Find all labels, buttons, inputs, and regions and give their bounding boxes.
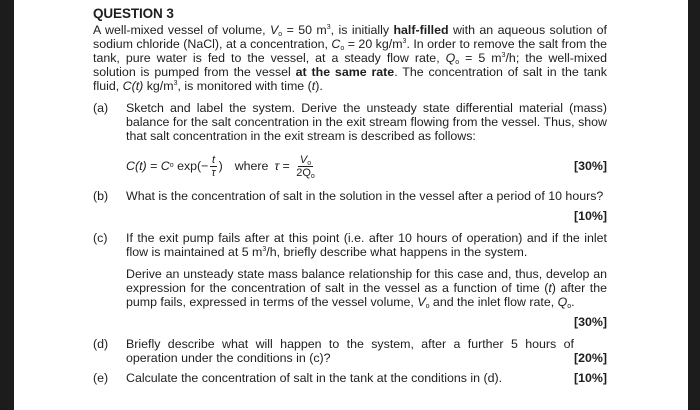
fraction-denominator: τ (211, 166, 216, 179)
formula-lhs: C(t) (126, 159, 147, 173)
mark-d: [20%] (573, 351, 607, 365)
part-label: (c) (93, 231, 108, 245)
symbol-ct: C(t) (122, 79, 144, 93)
fraction-v-over-2q (294, 154, 317, 179)
intro-text: ). (315, 79, 323, 93)
part-d (93, 337, 607, 365)
symbol-v0: V (270, 23, 279, 37)
intro-text: , is monitored with time ( (177, 79, 312, 93)
intro-text: . In order to remove the salt from the tank, pure water is fed to the vessel, at a steady flow rate, (93, 37, 607, 65)
fraction-numerator: t (211, 153, 216, 166)
emphasis-same-rate: at the same rate (295, 65, 395, 79)
formula-where: where (234, 159, 269, 173)
intro-text: = 5 m (459, 51, 502, 65)
intro-text: = 20 kg/m (344, 37, 403, 51)
part-a (93, 101, 607, 189)
symbol-q0: Q (557, 295, 568, 309)
part-label: (b) (93, 189, 109, 203)
symbol-t: t (548, 281, 552, 295)
part-text (126, 231, 607, 259)
text: . (571, 295, 575, 309)
symbol-q0: Q (445, 51, 456, 65)
formula-tau: τ (274, 159, 280, 173)
part-text-derive (126, 267, 607, 309)
intro-text: /h; the well-mixed solution is pumped from the vessel (93, 51, 607, 79)
superscript: 3 (402, 38, 407, 45)
part-label: (a) (93, 101, 109, 115)
emphasis-half-filled: half-filled (393, 23, 449, 37)
superscript: 3 (326, 24, 331, 31)
text: ) after the pump fails, expressed in terms of the vessel volume, (126, 281, 607, 309)
part-text: Calculate the concentration of salt in the tank at the conditions in (d). (126, 371, 503, 385)
superscript: 3 (501, 52, 506, 59)
intro-text: . The concentration of salt in the tank fluid, (93, 65, 607, 93)
part-b (93, 189, 607, 223)
right-dark-border (688, 0, 700, 410)
subscript: o (340, 45, 345, 52)
intro-text: kg/m (143, 79, 174, 93)
formula-equals: = (279, 159, 294, 173)
mark-e: [10%] (573, 371, 607, 385)
subscript: o (425, 303, 430, 310)
fraction-numerator (298, 154, 313, 167)
left-dark-border (0, 0, 14, 410)
formula-c0: C (160, 159, 170, 173)
mark-a: [30%] (573, 159, 607, 173)
part-c (93, 231, 607, 329)
part-label: (e) (93, 371, 109, 385)
question-title: QUESTION 3 (93, 6, 174, 21)
formula-row (126, 149, 607, 183)
intro-text: = 50 m (282, 23, 327, 37)
mark-b: [10%] (573, 209, 607, 223)
superscript: 3 (173, 80, 178, 87)
text: /h, briefly describe what happens in the system. (266, 245, 528, 259)
subscript: o (278, 31, 283, 38)
part-label: (d) (93, 337, 109, 351)
part-e (93, 371, 607, 385)
formula-equals: = (146, 159, 161, 173)
mark-c: [30%] (573, 315, 607, 329)
fraction-t-over-tau (209, 154, 217, 179)
formula-close: ) (218, 159, 223, 173)
intro-text: with an aqueous solution of sodium chloride (NaCl), at a concentration, (93, 23, 607, 51)
formula-v: V (299, 153, 308, 166)
subscript: o (310, 172, 315, 180)
question-page (93, 6, 607, 385)
part-text (126, 337, 607, 365)
intro-text: , is initially (330, 23, 394, 37)
intro-text: A well-mixed vessel of volume, (93, 23, 270, 37)
subscript: o (567, 303, 572, 310)
formula-2q: 2Q (296, 166, 311, 179)
text: Briefly describe what will happen to the system, after a further 5 hours of operation under the conditions in (c)? (126, 337, 574, 365)
concentration-formula: C(t) = C o exp(− $\frac{t}{\tau}$ ) where τ = $\frac{V_o}{2Q_o}$ (126, 153, 315, 180)
part-text: What is the concentration of salt in the solution in the vessel after a period of 10 hours? (126, 189, 604, 203)
text: If the exit pump fails after at this point (i.e. after 10 hours of operation) and if the inlet flow is maintained at 5 m (126, 231, 607, 259)
subscript: o (307, 159, 312, 167)
symbol-c0: C (331, 37, 341, 51)
superscript: 3 (262, 246, 267, 253)
text: Derive an unsteady state mass balance relationship for this case and, thus, develop an expression for the concentration of salt in the vessel as a function of time ( (126, 267, 607, 295)
symbol-v0: V (417, 295, 426, 309)
text: and the inlet flow rate, (429, 295, 558, 309)
formula-exp: exp(− (173, 159, 209, 173)
question-intro (93, 23, 607, 93)
subscript: o (455, 59, 460, 66)
part-text: Sketch and label the system. Derive the unsteady state differential material (mass) balance for the salt concentration in the exit stream flowing from the vessel. Thus, show that salt concentration in the exit stream is described as follows: (126, 101, 607, 143)
fraction-denominator (294, 167, 317, 179)
symbol-t: t (311, 79, 316, 93)
